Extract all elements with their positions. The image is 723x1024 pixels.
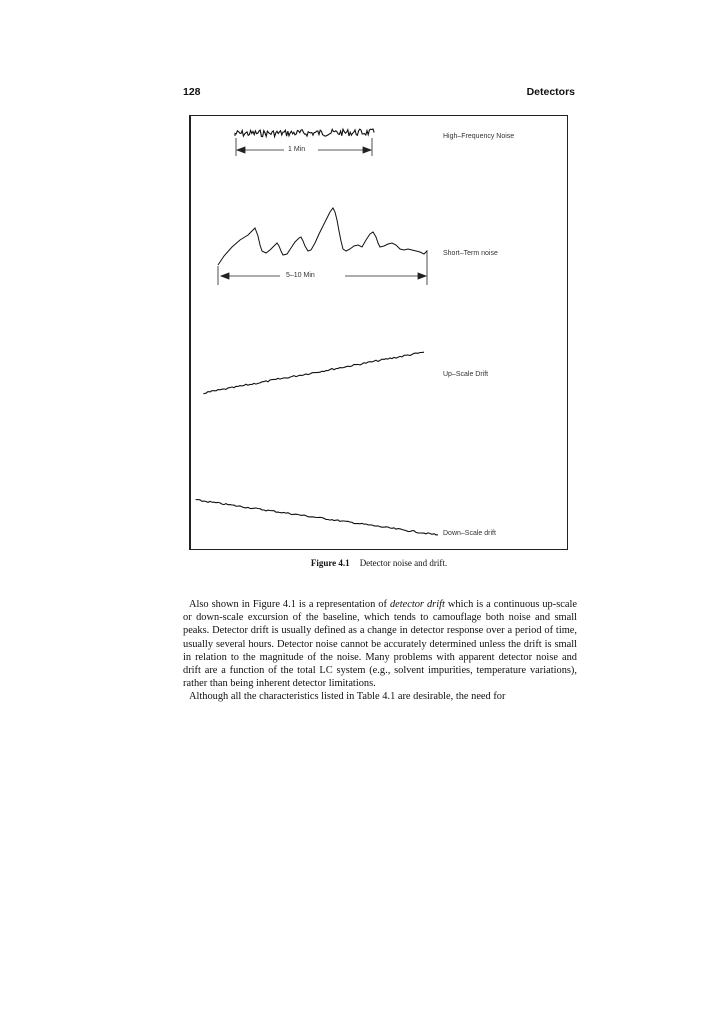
label-five-ten-min: 5–10 Min (283, 272, 318, 279)
body-text (183, 598, 577, 704)
label-high-frequency-noise: High–Frequency Noise (443, 133, 515, 140)
label-up-scale-drift: Up–Scale Drift (443, 371, 489, 378)
short-term-noise-trace (218, 208, 427, 265)
figure-caption (183, 558, 575, 568)
up-scale-drift-trace (204, 352, 424, 393)
term-detector-drift: detector drift (389, 599, 445, 610)
figure-number: Figure 4.1 (310, 558, 350, 568)
label-down-scale-drift: Down–Scale drift (443, 530, 496, 537)
down-scale-drift-trace (196, 500, 438, 535)
paragraph-1: Also shown in Figure 4.1 is a representation of detector drift which is a continuous up-scale or down-scale excursion of the baseline, which tends to camouflage both noise and small peaks. Detector drift is usually defined as a change in detector response over a period of time, usually several hours. Detector noise cannot be accurately determined unless the drift is small in relation to the magnitude of the noise. Many problems with apparent detector noise and drift are a function of the total LC system (e.g., solvent impurities, temperature variations), rather than being inherent detector limitations. (183, 599, 577, 690)
paragraph-2: Although all the characteristics listed in Table 4.1 are desirable, the need for (189, 691, 506, 703)
page-number: 128 (183, 86, 201, 98)
label-one-min: 1 Min (285, 146, 308, 153)
label-short-term-noise: Short–Term noise (443, 250, 498, 257)
section-title: Detectors (526, 86, 575, 98)
high-frequency-noise-trace (235, 129, 374, 137)
figure-caption-text: Detector noise and drift. (359, 558, 448, 568)
five-ten-min-dimension (218, 250, 427, 285)
